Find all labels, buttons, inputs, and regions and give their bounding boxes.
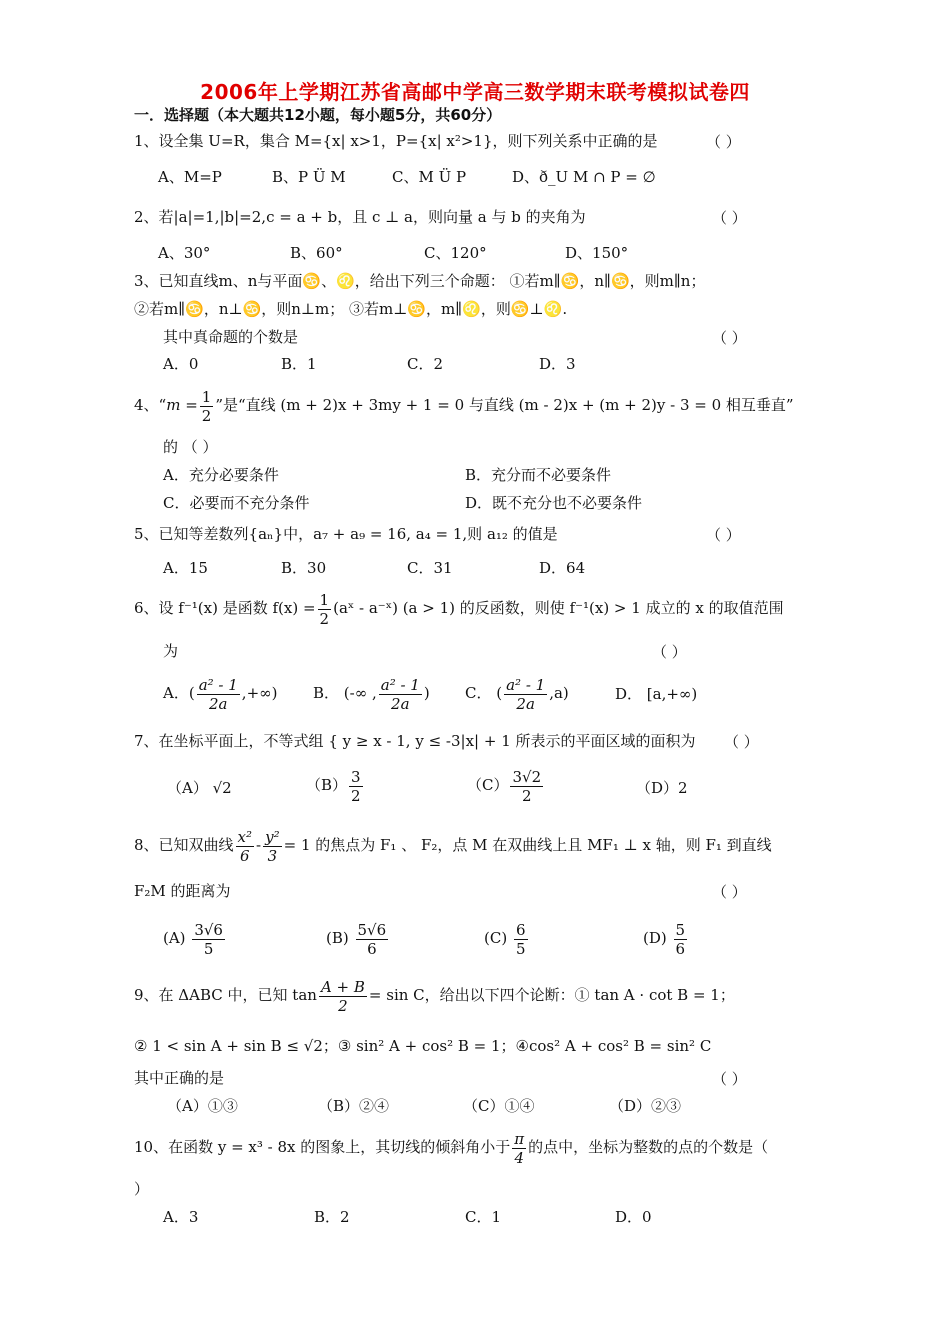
q2-option-b: B、60° <box>290 244 343 262</box>
q1-option-a: A、M=P <box>158 168 222 186</box>
q6-option-a-frac <box>197 676 240 713</box>
q4-pre: 4、“ <box>134 396 167 414</box>
q8-option-b-label: (B) <box>326 929 349 947</box>
q8-stem-line2: F₂M 的距离为 <box>134 882 231 900</box>
q4-m-eq: m = <box>166 396 198 414</box>
q4-stem <box>134 386 794 425</box>
q9-stem <box>134 976 735 1015</box>
q10-stem-line2: ） <box>134 1180 150 1198</box>
q9-option-a: （A）①③ <box>167 1097 238 1115</box>
q7-option-a: （A） √2 <box>167 779 232 797</box>
q10-fraction <box>512 1130 526 1167</box>
q8-option-b <box>326 919 390 958</box>
q7-option-c-den: 2 <box>522 786 532 805</box>
q3-stem-line2: ②若m∥♋，n⊥♋，则n⊥m； ③若m⊥♋，m∥♌，则♋⊥♌. <box>134 300 568 318</box>
q6-option-a-label: A．( <box>163 684 195 702</box>
section-heading: 一．选择题（本大题共12小题，每小题5分，共60分） <box>134 106 502 124</box>
q6-stem <box>134 589 784 628</box>
q8-option-a <box>163 919 227 958</box>
q10-frac-den: 4 <box>514 1148 524 1167</box>
q8-frac-y-den: 3 <box>267 846 278 865</box>
q8-option-c <box>484 919 530 958</box>
q9-stem-line3: 其中正确的是 <box>134 1069 225 1087</box>
q8-option-d <box>643 919 689 958</box>
q9-fraction <box>319 978 367 1015</box>
q4-stem-line2: 的 （ ） <box>163 438 218 456</box>
q7-option-b-label: （B） <box>306 776 348 794</box>
q7-answer-paren: （ ） <box>724 733 759 751</box>
q6-option-b-num: a² - 1 <box>380 675 420 694</box>
q6-option-c <box>465 674 569 713</box>
q7-option-b <box>306 766 365 805</box>
q10-option-d: D．0 <box>615 1208 652 1226</box>
q3-stem-line3: 其中真命题的个数是 <box>163 328 299 346</box>
q6-option-c-frac <box>504 676 547 713</box>
q8-pre: 8、已知双曲线 <box>134 836 234 854</box>
q7-option-c-frac <box>510 768 543 805</box>
q10-stem <box>134 1128 768 1167</box>
q6-option-c-tail: ,a) <box>549 684 569 702</box>
q8-answer-paren: （ ） <box>712 883 747 901</box>
q2-option-d: D、150° <box>565 244 629 262</box>
q6-stem-line2: 为 <box>163 642 179 660</box>
q8-option-a-den: 5 <box>203 939 214 958</box>
q2-option-c: C、120° <box>424 244 487 262</box>
q6-option-b-frac <box>379 676 422 713</box>
q10-option-a: A．3 <box>163 1208 199 1226</box>
q8-option-d-frac <box>674 921 688 958</box>
q1-option-d: D、ð_U M ∩ P = ∅ <box>512 168 656 186</box>
q8-option-d-num: 5 <box>675 920 686 939</box>
q7-option-c-label: （C） <box>467 776 509 794</box>
q6-post: (aˣ - a⁻ˣ) (a > 1) 的反函数，则使 f⁻¹(x) > 1 成立的 x 的取值范围 <box>333 599 784 617</box>
exam-title: 2006年上学期江苏省高邮中学高三数学期末联考模拟试卷四 <box>200 80 750 104</box>
q5-stem: 5、已知等差数列{aₙ}中，a₇ + a₉ = 16, a₄ = 1,则 a₁₂ 的值是 <box>134 525 558 543</box>
q6-pre: 6、设 f⁻¹(x) 是函数 f(x) = <box>134 599 316 617</box>
q3-option-a: A．0 <box>163 355 199 373</box>
q4-post: ”是“直线 (m + 2)x + 3my + 1 = 0 与直线 (m - 2)x + (m + 2)y - 3 = 0 相互垂直” <box>215 396 794 414</box>
q6-fraction <box>318 591 332 628</box>
q8-frac-y <box>263 828 282 865</box>
q9-pre: 9、在 ΔABC 中，已知 tan <box>134 986 317 1004</box>
q3-stem-line1: 3、已知直线m、n与平面♋、♌，给出下列三个命题： ①若m∥♋，n∥♋，则m∥n； <box>134 272 706 290</box>
q4-option-b: B．充分而不必要条件 <box>465 466 612 484</box>
q4-frac-num: 1 <box>201 387 212 406</box>
q9-stem-line2: ② 1 < sin A + sin B ≤ √2；③ sin² A + cos² B = 1；④cos² A + cos² B = sin² C <box>134 1037 712 1055</box>
q8-frac-y-num: y² <box>265 827 280 846</box>
q8-option-a-num: 3√6 <box>194 920 223 939</box>
q8-frac-x-den: 6 <box>240 846 250 865</box>
q8-option-d-label: (D) <box>643 929 667 947</box>
q10-option-b: B．2 <box>314 1208 350 1226</box>
q10-pre: 10、在函数 y = x³ - 8x 的图象上，其切线的倾斜角小于 <box>134 1138 511 1156</box>
q6-option-b-tail: ) <box>423 684 430 702</box>
q7-option-c <box>467 766 545 805</box>
q5-option-c: C．31 <box>407 559 453 577</box>
q7-option-b-den: 2 <box>351 786 361 805</box>
q7-option-c-num: 3√2 <box>512 767 542 786</box>
q8-option-b-frac <box>356 921 389 958</box>
q8-option-a-frac <box>192 921 225 958</box>
q4-fraction <box>200 388 214 425</box>
q6-frac-den: 2 <box>319 609 330 628</box>
q9-option-c: （C）①④ <box>463 1097 535 1115</box>
q7-option-d: （D）2 <box>636 779 688 797</box>
q3-option-c: C．2 <box>407 355 444 373</box>
q8-frac-x <box>236 828 254 865</box>
q9-post: = sin C，给出以下四个论断：① tan A · cot B = 1； <box>368 986 735 1004</box>
q4-frac-den: 2 <box>201 406 212 425</box>
q10-post: 的点中，坐标为整数的点的个数是（ <box>528 1138 769 1156</box>
q3-option-d: D．3 <box>539 355 576 373</box>
q8-frac-x-num: x² <box>237 827 253 846</box>
q8-option-b-den: 6 <box>367 939 377 958</box>
q6-option-a <box>163 674 277 713</box>
q6-option-a-tail: ,+∞) <box>241 684 278 702</box>
q8-option-c-frac <box>514 921 528 958</box>
q6-option-b-label: B． (-∞ , <box>313 684 377 702</box>
q8-option-d-den: 6 <box>675 939 686 958</box>
q8-option-a-label: (A) <box>163 929 186 947</box>
q5-option-b: B．30 <box>281 559 327 577</box>
q6-option-c-num: a² - 1 <box>506 675 546 694</box>
q6-frac-num: 1 <box>319 590 330 609</box>
q10-frac-num: π <box>514 1129 525 1148</box>
q6-option-c-den: 2a <box>516 694 535 713</box>
q9-option-d: （D）②③ <box>609 1097 682 1115</box>
q3-answer-paren: （ ） <box>712 329 747 347</box>
q6-option-a-num: a² - 1 <box>198 675 238 694</box>
q2-option-a: A、30° <box>158 244 211 262</box>
q6-option-a-den: 2a <box>208 694 228 713</box>
q5-option-a: A．15 <box>163 559 208 577</box>
q7-stem: 7、在坐标平面上，不等式组 { y ≥ x - 1, y ≤ -3|x| + 1 所表示的平面区域的面积为 <box>134 732 696 750</box>
q6-option-c-label: C． ( <box>465 684 503 702</box>
q7-option-b-num: 3 <box>351 767 361 786</box>
q4-option-a: A．充分必要条件 <box>163 466 279 484</box>
q10-option-c: C．1 <box>465 1208 502 1226</box>
q8-minus: - <box>256 836 262 854</box>
q1-option-c: C、M Ü P <box>392 168 467 186</box>
q5-answer-paren: （ ） <box>706 526 741 544</box>
q2-answer-paren: （ ） <box>712 209 747 227</box>
q4-option-d: D．既不充分也不必要条件 <box>465 494 643 512</box>
q6-option-d: D． [a,+∞) <box>615 685 698 703</box>
q1-option-b: B、P Ü M <box>272 168 346 186</box>
q7-option-b-frac <box>349 768 363 805</box>
q8-option-c-label: (C) <box>484 929 508 947</box>
q8-option-c-den: 5 <box>515 939 526 958</box>
q6-option-b-den: 2a <box>391 694 410 713</box>
q6-option-b <box>313 674 430 713</box>
q8-option-b-num: 5√6 <box>357 920 387 939</box>
q4-option-c: C．必要而不充分条件 <box>163 494 310 512</box>
q9-answer-paren: （ ） <box>712 1070 747 1088</box>
q2-stem: 2、若|a|=1,|b|=2,c = a + b，且 c ⊥ a，则向量 a 与 b 的夹角为 <box>134 208 586 226</box>
q9-frac-num: A + B <box>320 977 365 996</box>
q1-answer-paren: （ ） <box>706 133 741 151</box>
q8-option-c-num: 6 <box>515 920 526 939</box>
q8-stem <box>134 826 772 865</box>
q9-frac-den: 2 <box>338 996 348 1015</box>
q6-answer-paren: （ ） <box>652 643 687 661</box>
q9-option-b: （B）②④ <box>318 1097 390 1115</box>
q5-option-d: D．64 <box>539 559 586 577</box>
q8-post: = 1 的焦点为 F₁ 、 F₂，点 M 在双曲线上且 MF₁ ⊥ x 轴，则 F₁ 到直线 <box>283 836 772 854</box>
q1-stem: 1、设全集 U=R，集合 M={x| x>1，P={x| x²>1}，则下列关系中正确的是 <box>134 132 658 150</box>
q3-option-b: B．1 <box>281 355 317 373</box>
